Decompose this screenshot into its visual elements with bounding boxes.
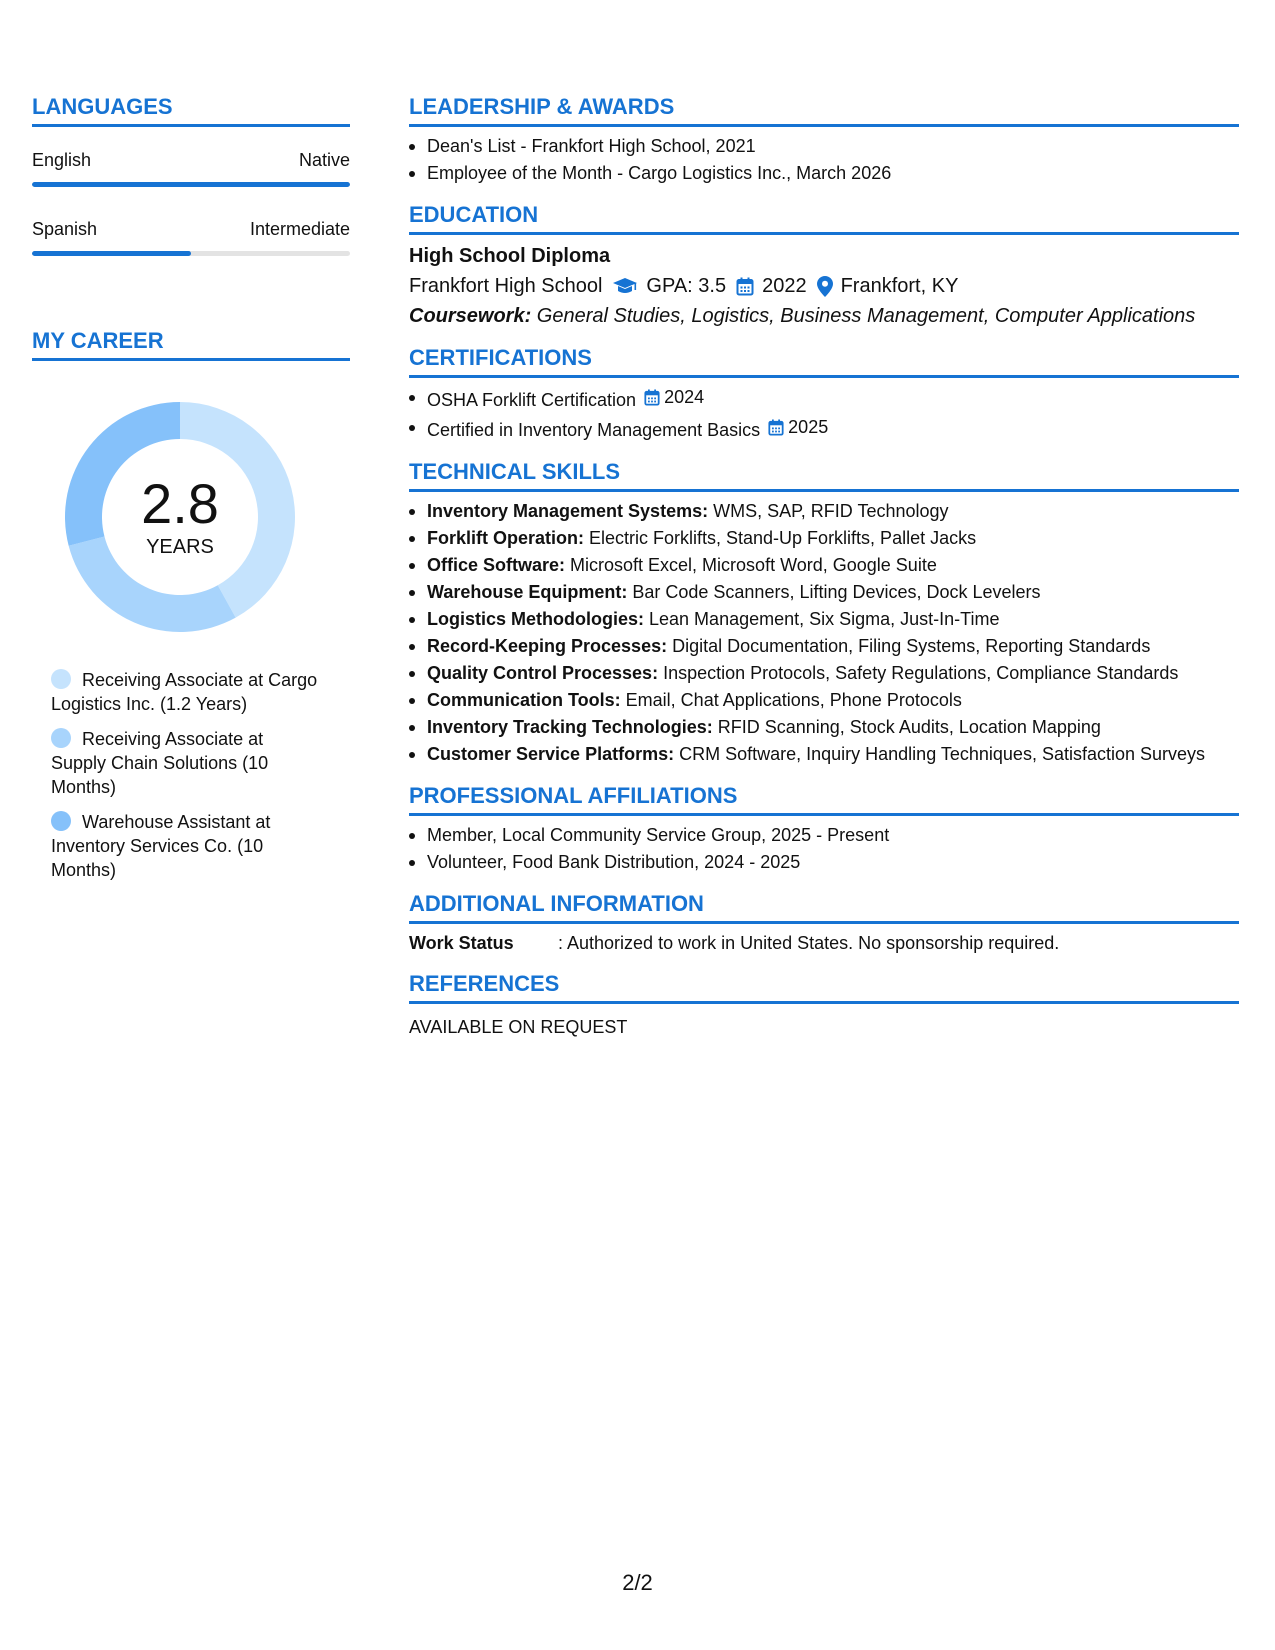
skill-values: Lean Management, Six Sigma, Just-In-Time (644, 609, 1000, 629)
skill-values: Electric Forklifts, Stand-Up Forklifts, Pallet Jacks (584, 528, 977, 548)
calendar-icon (736, 277, 754, 296)
career-legend-item (51, 727, 321, 799)
leadership-section (409, 94, 1239, 187)
skill-values: Digital Documentation, Filing Systems, Reporting Standards (667, 636, 1151, 656)
page-number: 2/2 (622, 1570, 653, 1595)
skill-item (409, 606, 1239, 633)
work-status-row (409, 930, 1239, 956)
career-legend-text: Receiving Associate at Cargo Logistics Inc. (1.2 Years) (51, 670, 318, 714)
skill-item (409, 579, 1239, 606)
career-unit: YEARS (146, 536, 214, 558)
skill-category: Warehouse Equipment: (427, 582, 628, 602)
section-title: LEADERSHIP & AWARDS (409, 94, 675, 119)
section-title: CERTIFICATIONS (409, 345, 592, 370)
career-legend (32, 668, 350, 882)
affiliations-list (409, 822, 1239, 876)
skill-item (409, 525, 1239, 552)
affiliations-section (409, 783, 1239, 876)
education-details (409, 271, 1239, 301)
school-name: Frankfort High School (409, 275, 603, 297)
certification-date (768, 414, 828, 441)
certifications-section (409, 345, 1239, 444)
career-donut-chart (65, 402, 295, 632)
skill-category: Record-Keeping Processes: (427, 636, 668, 656)
list-item: Member, Local Community Service Group, 2025 - Present (409, 822, 1239, 849)
legend-dot-icon (51, 728, 71, 748)
skill-category: Quality Control Processes: (427, 663, 659, 683)
list-item: Volunteer, Food Bank Distribution, 2024 - 2025 (409, 849, 1239, 876)
legend-dot-icon (51, 669, 71, 689)
leadership-list (409, 133, 1239, 187)
section-divider (409, 1001, 1239, 1004)
certification-year: 2024 (664, 387, 705, 407)
career-legend-text: Warehouse Assistant at Inventory Services Co. (10 Months) (51, 812, 271, 880)
education-section (409, 202, 1239, 331)
skill-item (409, 633, 1239, 660)
skill-values: Inspection Protocols, Safety Regulations, Compliance Standards (658, 663, 1179, 683)
work-status-label: Work Status (409, 933, 514, 953)
certification-date (644, 384, 704, 411)
skill-item (409, 552, 1239, 579)
list-item (409, 414, 1239, 444)
language-item (32, 149, 350, 187)
skill-item (409, 498, 1239, 525)
work-status-value: : Authorized to work in United States. No sponsorship required. (558, 933, 1060, 953)
language-name: Spanish (32, 219, 98, 239)
section-title: LANGUAGES (32, 94, 173, 119)
section-title: ADDITIONAL INFORMATION (409, 891, 704, 916)
calendar-icon (768, 419, 784, 436)
language-item (32, 218, 350, 256)
section-divider (409, 921, 1239, 924)
career-total: 2.8 (141, 472, 219, 535)
language-level: Native (298, 150, 350, 170)
skill-item (409, 741, 1239, 768)
references-section (409, 971, 1239, 1040)
skill-category: Logistics Methodologies: (427, 609, 645, 629)
language-name: English (32, 150, 92, 170)
graduation-cap-icon (612, 277, 638, 295)
section-divider (409, 813, 1239, 816)
language-bar (32, 182, 350, 187)
skill-item (409, 714, 1239, 741)
skills-section (409, 459, 1239, 768)
school-location: Frankfort, KY (840, 275, 959, 297)
coursework (409, 301, 1239, 331)
coursework-text: General Studies, Logistics, Business Management, Computer Applications (531, 305, 1196, 327)
career-section (32, 328, 350, 882)
language-bar-fill (32, 182, 350, 187)
section-title: MY CAREER (32, 328, 164, 353)
language-bar-fill (32, 251, 191, 256)
language-bar (32, 251, 350, 256)
section-title: PROFESSIONAL AFFILIATIONS (409, 783, 738, 808)
languages-section (32, 94, 350, 256)
skill-category: Inventory Management Systems: (427, 501, 709, 521)
section-title: TECHNICAL SKILLS (409, 459, 621, 484)
section-divider (32, 358, 350, 361)
coursework-label: Coursework: (409, 305, 532, 327)
certification-year: 2025 (788, 417, 829, 437)
certifications-list (409, 384, 1239, 444)
skill-item (409, 687, 1239, 714)
skill-values: Email, Chat Applications, Phone Protocols (620, 690, 962, 710)
list-item: Dean's List - Frankfort High School, 2021 (409, 133, 1239, 160)
section-divider (409, 375, 1239, 378)
certification-name: OSHA Forklift Certification (427, 390, 637, 410)
references-text: AVAILABLE ON REQUEST (409, 1017, 628, 1037)
certification-name: Certified in Inventory Management Basics (427, 420, 761, 440)
language-level: Intermediate (249, 219, 350, 239)
section-divider (32, 124, 350, 127)
legend-dot-icon (51, 811, 71, 831)
skill-values: WMS, SAP, RFID Technology (708, 501, 949, 521)
gpa: GPA: 3.5 (646, 275, 727, 297)
skill-category: Forklift Operation: (427, 528, 584, 548)
career-legend-text: Receiving Associate at Supply Chain Solutions (10 Months) (51, 729, 269, 797)
skill-values: CRM Software, Inquiry Handling Techniques, Satisfaction Surveys (674, 744, 1206, 764)
skill-category: Office Software: (427, 555, 566, 575)
calendar-icon (644, 389, 660, 406)
section-divider (409, 124, 1239, 127)
additional-info-section (409, 891, 1239, 956)
skill-item (409, 660, 1239, 687)
list-item: Employee of the Month - Cargo Logistics Inc., March 2026 (409, 160, 1239, 187)
degree-title: High School Diploma (409, 245, 611, 267)
list-item (409, 384, 1239, 414)
skills-list (409, 498, 1239, 768)
left-column (32, 94, 350, 893)
section-divider (409, 489, 1239, 492)
career-legend-item (51, 810, 321, 882)
graduation-year: 2022 (762, 275, 807, 297)
section-divider (409, 232, 1239, 235)
section-title: EDUCATION (409, 202, 539, 227)
career-legend-item (51, 668, 321, 716)
right-column (409, 94, 1239, 1040)
map-pin-icon (817, 276, 833, 297)
skill-values: Microsoft Excel, Microsoft Word, Google Suite (565, 555, 937, 575)
skill-values: Bar Code Scanners, Lifting Devices, Dock Levelers (627, 582, 1041, 602)
section-title: REFERENCES (409, 971, 560, 996)
skill-category: Communication Tools: (427, 690, 621, 710)
skill-category: Inventory Tracking Technologies: (427, 717, 713, 737)
skill-category: Customer Service Platforms: (427, 744, 675, 764)
skill-values: RFID Scanning, Stock Audits, Location Mapping (712, 717, 1101, 737)
